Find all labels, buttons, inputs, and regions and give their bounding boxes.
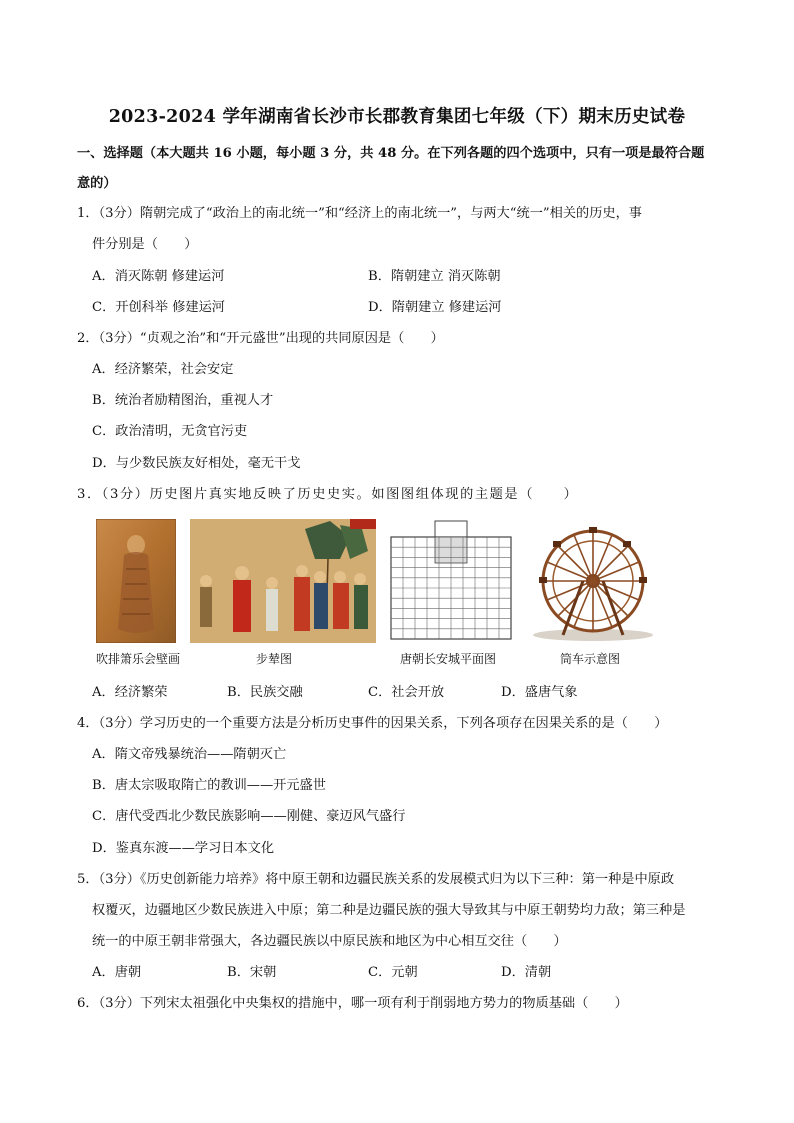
q2-option-d[interactable]: D．与少数民族友好相处，毫无干戈 xyxy=(92,456,301,471)
q4-option-d[interactable]: D．鉴真东渡——学习日本文化 xyxy=(92,841,275,856)
q5-option-c[interactable]: C．元朝 xyxy=(368,965,418,980)
q4-option-a[interactable]: A．隋文帝残暴统治——隋朝灭亡 xyxy=(92,747,287,762)
q4-option-b[interactable]: B．唐太宗吸取隋亡的教训——开元盛世 xyxy=(92,778,326,793)
q1-option-a[interactable]: A．消灭陈朝 修建运河 xyxy=(92,269,225,284)
caption-changan: 唐朝长安城平面图 xyxy=(400,652,497,666)
q6-stem: 6．（3分）下列宋太祖强化中央集权的措施中，哪一项有利于削弱地方势力的物质基础（ ） xyxy=(77,996,628,1011)
q3-option-a[interactable]: A．经济繁荣 xyxy=(92,685,168,700)
q5-option-d[interactable]: D．清朝 xyxy=(501,965,552,980)
page-title: 2023-2024 学年湖南省长沙市长郡教育集团七年级（下）期末历史试卷 xyxy=(108,107,686,127)
q3-option-b[interactable]: B．民族交融 xyxy=(227,685,303,700)
q5-option-b[interactable]: B．宋朝 xyxy=(227,965,277,980)
q2-option-a[interactable]: A．经济繁荣，社会安定 xyxy=(92,362,234,377)
q2-stem: 2．（3分）“贞观之治”和“开元盛世”出现的共同原因是（ ） xyxy=(77,331,444,346)
q2-option-c[interactable]: C．政治清明，无贪官污吏 xyxy=(92,424,248,439)
q3-stem: 3．（3分）历史图片真实地反映了历史史实。如图图组体现的主题是（ ） xyxy=(77,487,579,502)
section-heading-line2: 意的） xyxy=(77,176,117,191)
q4-stem: 4．（3分）学习历史的一个重要方法是分析历史事件的因果关系，下列各项存在因果关系的是（ ） xyxy=(77,716,668,731)
q1-stem-line1: 1．（3分）隋朝完成了“政治上的南北统一”和“经济上的南北统一”，与两大“统一”相关的历史，事 xyxy=(77,206,642,221)
caption-water-wheel: 筒车示意图 xyxy=(560,652,621,666)
q5-stem-line3: 统一的中原王朝非常强大，各边疆民族以中原民族和地区为中心相互交往（ ） xyxy=(92,934,567,949)
q1-option-d[interactable]: D．隋朝建立 修建运河 xyxy=(368,300,502,315)
section-heading-line1: 一、选择题（本大题共 16 小题，每小题 3 分，共 48 分。在下列各题的四个选项中，只有一项是最符合题 xyxy=(77,146,705,161)
q1-option-c[interactable]: C．开创科举 修建运河 xyxy=(92,300,225,315)
bunian-painting-image xyxy=(190,519,376,643)
q1-stem-line2: 件分别是（ ） xyxy=(92,237,198,252)
changan-city-plan-image xyxy=(385,519,517,643)
q5-stem-line1: 5．（3分）《历史创新能力培养》将中原王朝和边疆民族关系的发展模式归为以下三种：第一种是中原政 xyxy=(77,872,675,887)
q4-option-c[interactable]: C．唐代受西北少数民族影响——刚健、豪迈风气盛行 xyxy=(92,809,406,824)
caption-bunian: 步辇图 xyxy=(256,652,293,666)
q5-option-a[interactable]: A．唐朝 xyxy=(92,965,142,980)
q5-stem-line2: 权覆灭，边疆地区少数民族进入中原；第二种是边疆民族的强大导致其与中原王朝势均力敌；第三种是 xyxy=(92,903,686,918)
q2-option-b[interactable]: B．统治者励精图治，重视人才 xyxy=(92,393,274,408)
q1-option-b[interactable]: B．隋朝建立 消灭陈朝 xyxy=(368,269,501,284)
q3-option-d[interactable]: D．盛唐气象 xyxy=(501,685,578,700)
mural-image xyxy=(96,519,176,643)
water-wheel-image xyxy=(523,519,657,643)
caption-mural: 吹排箫乐会壁画 xyxy=(96,652,181,666)
q3-option-c[interactable]: C．社会开放 xyxy=(368,685,445,700)
